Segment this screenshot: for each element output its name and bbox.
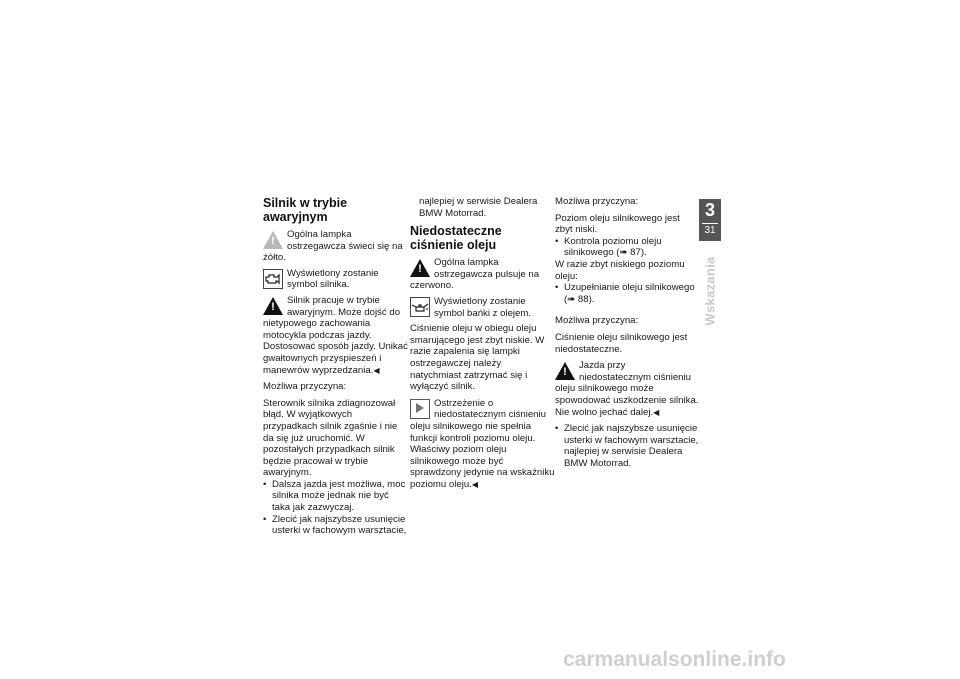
general-warning-light-icon: !: [410, 258, 430, 278]
engine-icon: [263, 269, 283, 289]
list-item: • Zlecić jak najszybsze usunięcie usterki w fachowym warsztacie, najlepiej w serwisie Dealera BMW Motorrad.: [555, 423, 700, 469]
engine-symbol-paragraph: [263, 268, 408, 291]
note-block: [410, 398, 555, 491]
general-warning-light-icon: !: [263, 230, 283, 250]
warning-instruction: Nie wolno jechać dalej.◀: [555, 406, 660, 418]
section-heading-limp-mode: Silnik w trybie awaryjnym: [263, 196, 348, 224]
bullet-list: [555, 423, 700, 469]
engine-symbol-text: Wyświetlony zostanie symbol silnika.: [287, 267, 379, 291]
list-item: • Zlecić jak najszybsze usunięcie usterki w fachowym warsztacie,: [263, 514, 408, 537]
cause-text: Ciśnienie oleju silnikowego jest niedostateczne.: [555, 331, 688, 355]
oil-can-icon: [410, 297, 430, 317]
cause-text: Poziom oleju silnikowego jest zbyt niski.: [555, 212, 680, 236]
bullet-list: [555, 236, 700, 259]
low-oil-text: W razie zbyt niskiego poziomu oleju:: [555, 258, 685, 282]
warning-block: [555, 360, 700, 406]
list-item: • Kontrola poziomu oleju silnikowego (➠ 87).: [555, 236, 700, 259]
warning-light-text: Ogólna lampka ostrzegawcza pulsuje na czerwono.: [410, 257, 540, 292]
bullet-list: [555, 282, 700, 305]
warning-instruction: Dostosować sposób jazdy. Unikać gwałtownych przyspieszeń i manewrów wyprzedzania.◀: [263, 341, 408, 376]
oil-can-text: Wyświetlony zostanie symbol bańki z olejem.: [434, 295, 532, 319]
bullet-list: [263, 479, 408, 537]
oil-pressure-text: Ciśnienie oleju w obiegu oleju smarującego jest zbyt niskie. W razie zapalenia się lampki ostrzegawczej należy natychmiast zatrzymać się i wyłączyć silnik.: [410, 323, 545, 393]
section-heading-oil-pressure: Niedostateczne ciśnienie oleju: [410, 224, 502, 253]
continued-text: najlepiej w serwisie Dealera BMW Motorrad.: [419, 196, 538, 219]
note-icon: [410, 399, 430, 419]
section-label-vertical: [700, 246, 720, 336]
danger-warning-icon: !: [263, 296, 283, 316]
end-mark: ◀: [471, 479, 479, 489]
watermark: carmanualsonline.info: [563, 648, 786, 671]
end-mark: ◀: [373, 365, 380, 375]
warning-light-paragraph: [263, 229, 408, 264]
note-text: Ostrzeżenie o niedostatecznym ciśnieniu oleju silnikowego nie spełnia funkcji kontroli poziomu oleju. Właściwy poziom oleju silnikowego może być sprawdzony jedynie na wskaźniku poziomu oleju.◀: [410, 397, 555, 490]
warning-block: [263, 295, 408, 341]
cause-label: Możliwa przyczyna:: [555, 315, 639, 327]
oil-can-paragraph: [410, 296, 555, 319]
warning-text: Silnik pracuje w trybie awaryjnym. Może dojść do nietypowego zachowania motocykla podczas jazdy.: [263, 294, 401, 341]
danger-warning-icon: !: [555, 361, 575, 381]
section-label: Wskazania: [702, 256, 718, 326]
cause-label: Możliwa przyczyna:: [555, 196, 639, 207]
cause-text: Sterownik silnika zdiagnozował błąd. W wyjątkowych przypadkach silnik zgaśnie i nie da się już uruchomić. W pozostałych przypadkach silnik będzie pracował w trybie awaryjnym.: [263, 397, 398, 479]
warning-text: Jazda przy niedostatecznym ciśnieniu oleju silnikowego może spowodować uszkodzenie silnika.: [555, 360, 699, 406]
column-2: [410, 196, 555, 490]
column-1: [263, 196, 408, 537]
page-number: 31: [704, 225, 716, 236]
column-3: [555, 196, 700, 469]
end-mark: ◀: [653, 407, 660, 417]
warning-light-text: Ogólna lampka ostrzegawcza świeci się na żółto.: [263, 229, 403, 264]
list-item: • Uzupełnianie oleju silnikowego (➠ 88).: [555, 282, 700, 305]
warning-light-paragraph: [410, 257, 555, 292]
chapter-number: 3: [704, 200, 715, 220]
cause-label: Możliwa przyczyna:: [263, 381, 347, 393]
list-item: • Dalsza jazda jest możliwa, moc silnika może jednak nie być taka jak zazwyczaj.: [263, 479, 408, 514]
